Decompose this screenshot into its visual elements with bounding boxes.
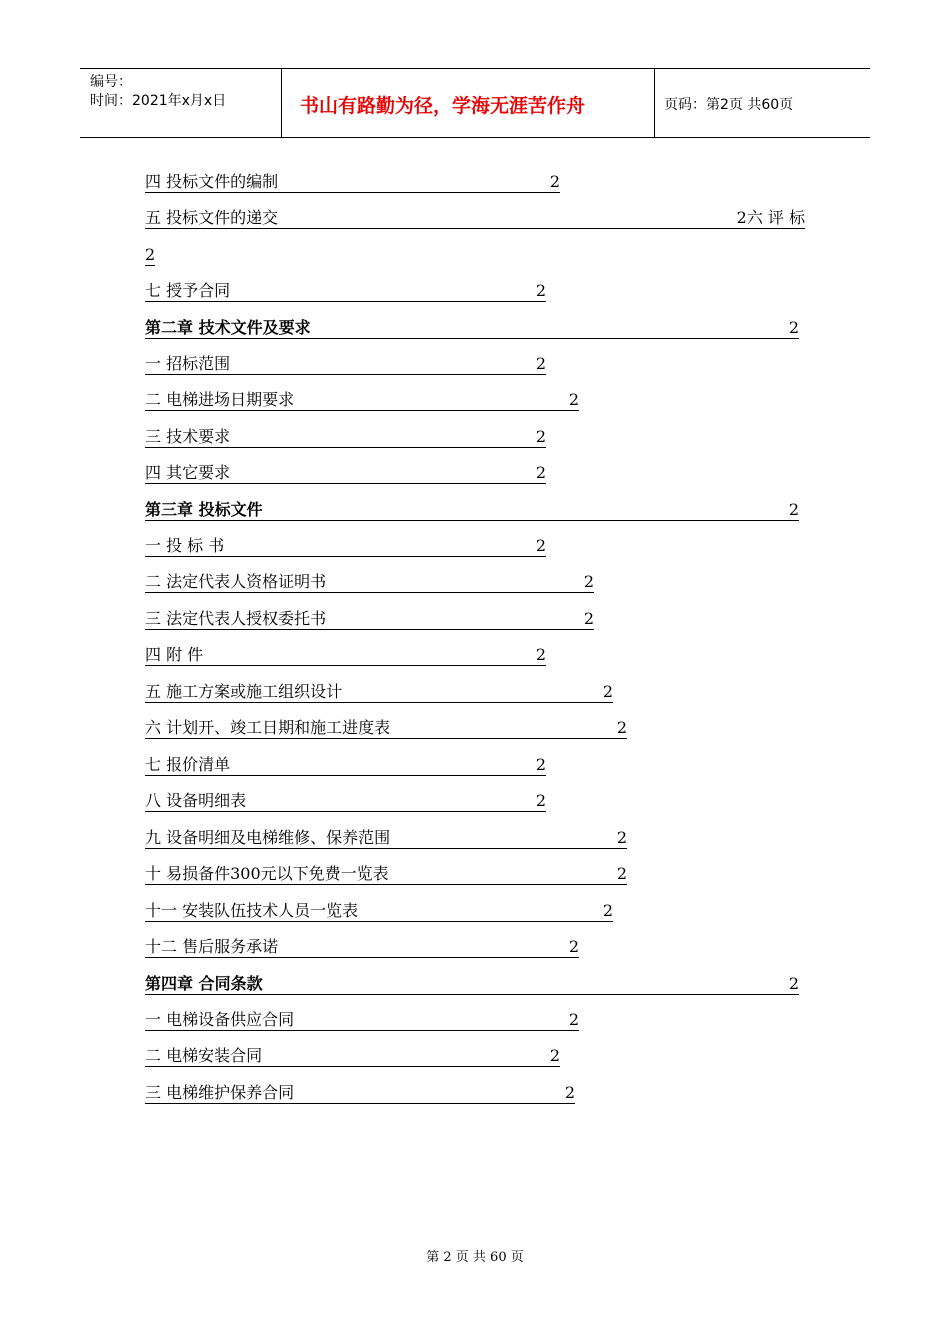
toc-entry-page: 2 — [616, 828, 627, 847]
toc-entry-title: 十一 安装队伍技术人员一览表 — [145, 901, 359, 920]
toc-entry-title: 一 招标范围 — [145, 354, 231, 373]
toc-entry-page: 2 — [568, 937, 579, 956]
toc-entry-title: 二 法定代表人资格证明书 — [145, 572, 327, 591]
toc-entry-title: 一 投 标 书 — [145, 536, 225, 555]
toc-entry-title: 一 电梯设备供应合同 — [145, 1010, 295, 1029]
toc-entry[interactable] — [145, 572, 594, 593]
header-page-info: 页码：第2页 共60页 — [664, 97, 794, 113]
toc-entry[interactable] — [145, 427, 546, 448]
toc-entry-page: 2 — [535, 755, 546, 774]
toc-entry[interactable] — [145, 1010, 579, 1031]
header-motto: 书山有路勤为径，学海无涯苦作舟 — [300, 95, 586, 117]
toc-entry-title: 七 报价清单 — [145, 755, 231, 774]
toc-entry-title: 十 易损备件300元以下免费一览表 — [145, 864, 389, 883]
toc-entry[interactable] — [145, 937, 579, 958]
toc-entry-page: 2 — [535, 463, 546, 482]
toc-entry-page: 2六 评 标 — [736, 208, 805, 227]
toc-entry-page: 2 — [583, 609, 594, 628]
toc-entry-page: 2 — [549, 172, 560, 191]
toc-entry-page: 2 — [788, 318, 799, 337]
toc-entry-title: 二 电梯进场日期要求 — [145, 390, 295, 409]
toc-entry[interactable] — [145, 1083, 575, 1104]
page-footer: 第 2 页 共 60 页 — [426, 1250, 524, 1265]
toc-entry-title: 第四章 合同条款 — [145, 974, 263, 993]
toc-entry[interactable] — [145, 318, 799, 339]
toc-entry[interactable] — [145, 281, 546, 302]
toc-entry[interactable] — [145, 172, 560, 193]
toc-entry-title: 四 附 件 — [145, 645, 204, 664]
toc-entry[interactable] — [145, 354, 546, 375]
toc-entry[interactable] — [145, 791, 546, 812]
toc-entry-title: 五 投标文件的递交 — [145, 208, 279, 227]
toc-entry-page: 2 — [535, 427, 546, 446]
toc-entry[interactable] — [145, 864, 627, 885]
toc-entry[interactable] — [145, 500, 799, 521]
toc-entry[interactable] — [145, 390, 579, 411]
toc-entry-title: 七 授予合同 — [145, 281, 231, 300]
toc-entry[interactable] — [145, 208, 805, 229]
toc-entry-title: 四 投标文件的编制 — [145, 172, 279, 191]
toc-entry[interactable] — [145, 682, 613, 703]
toc-entry-page: 2 — [616, 864, 627, 883]
header-meta-cell — [80, 69, 282, 137]
toc-entry-title: 九 设备明细及电梯维修、保养范围 — [145, 828, 391, 847]
toc-entry[interactable] — [145, 974, 799, 995]
document-date: 时间：2021年x月x日 — [90, 93, 227, 109]
toc-entry[interactable] — [145, 1046, 560, 1067]
toc-entry[interactable] — [145, 245, 155, 266]
toc-entry-title: 三 法定代表人授权委托书 — [145, 609, 327, 628]
toc-entry-page: 2 — [564, 1083, 575, 1102]
toc-entry-title: 2 — [145, 245, 156, 264]
toc-entry-page: 2 — [616, 718, 627, 737]
toc-entry-title: 四 其它要求 — [145, 463, 231, 482]
toc-entry-title: 二 电梯安装合同 — [145, 1046, 263, 1065]
toc-entry-title: 第三章 投标文件 — [145, 500, 263, 519]
document-number-label: 编号： — [90, 74, 132, 90]
toc-entry[interactable] — [145, 718, 627, 739]
toc-entry-page: 2 — [535, 536, 546, 555]
toc-entry-page: 2 — [535, 354, 546, 373]
toc-entry-title: 五 施工方案或施工组织设计 — [145, 682, 343, 701]
toc-entry-page: 2 — [568, 390, 579, 409]
toc-entry[interactable] — [145, 536, 546, 557]
toc-entry[interactable] — [145, 828, 627, 849]
toc-entry-page: 2 — [568, 1010, 579, 1029]
toc-entry-title: 六 计划开、竣工日期和施工进度表 — [145, 718, 391, 737]
toc-entry-page: 2 — [549, 1046, 560, 1065]
page-header — [80, 68, 870, 138]
toc-entry-title: 第二章 技术文件及要求 — [145, 318, 311, 337]
toc-entry[interactable] — [145, 901, 613, 922]
toc-entry-page: 2 — [788, 974, 799, 993]
toc-entry[interactable] — [145, 463, 546, 484]
toc-entry-page: 2 — [602, 682, 613, 701]
toc-entry-page: 2 — [602, 901, 613, 920]
toc-entry-title: 三 电梯维护保养合同 — [145, 1083, 295, 1102]
toc-entry[interactable] — [145, 645, 546, 666]
toc-entry[interactable] — [145, 755, 546, 776]
toc-entry-page: 2 — [535, 645, 546, 664]
toc-entry-title: 十二 售后服务承诺 — [145, 937, 279, 956]
toc-entry-page: 2 — [583, 572, 594, 591]
toc-entry-title: 八 设备明细表 — [145, 791, 247, 810]
toc-entry-page: 2 — [788, 500, 799, 519]
toc-entry-title: 三 技术要求 — [145, 427, 231, 446]
toc-entry-page: 2 — [535, 281, 546, 300]
toc-entry-page: 2 — [535, 791, 546, 810]
toc-entry[interactable] — [145, 609, 594, 630]
header-motto-cell — [282, 69, 655, 137]
